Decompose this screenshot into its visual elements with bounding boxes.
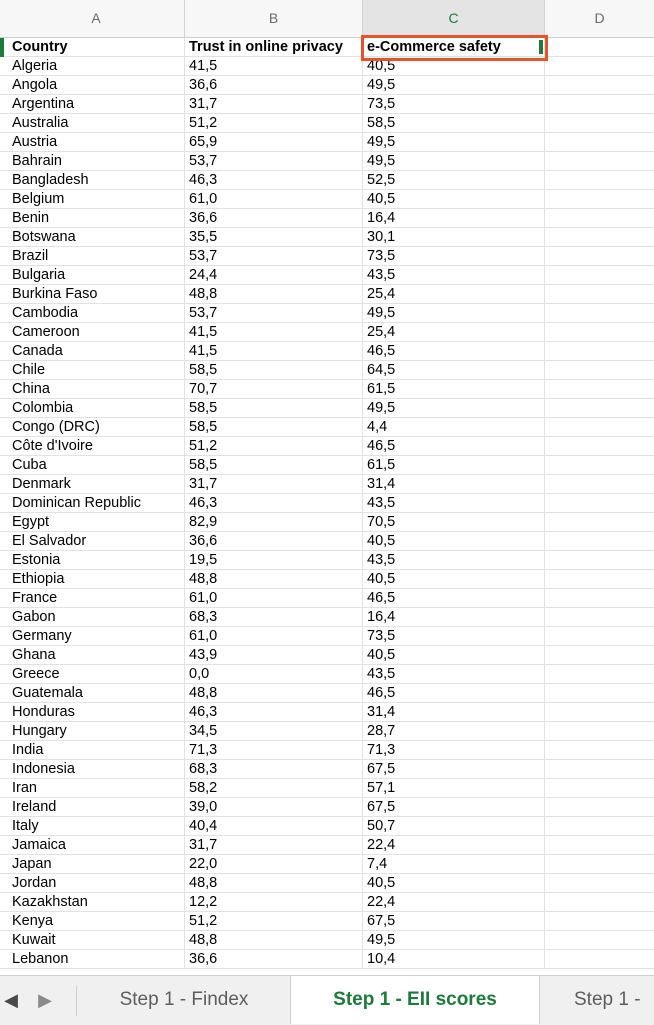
cell-empty[interactable]	[545, 646, 654, 664]
table-row	[0, 494, 654, 513]
cell-empty[interactable]	[545, 532, 654, 550]
cell-country[interactable]: Argentina	[8, 95, 185, 113]
table-row	[0, 456, 654, 475]
cell-ecommerce[interactable]: 49,5	[363, 304, 545, 322]
cell-country[interactable]: Jamaica	[8, 836, 185, 854]
cell-ecommerce[interactable]: 70,5	[363, 513, 545, 531]
cell-trust[interactable]: 36,6	[185, 209, 363, 227]
cell-trust[interactable]: 39,0	[185, 798, 363, 816]
cell-empty[interactable]	[545, 627, 654, 645]
cell-ecommerce[interactable]: 73,5	[363, 627, 545, 645]
cell-country[interactable]: Burkina Faso	[8, 285, 185, 303]
cell-ecommerce[interactable]: 67,5	[363, 912, 545, 930]
cell-country[interactable]: Angola	[8, 76, 185, 94]
header-cell-empty[interactable]	[545, 38, 654, 56]
cell-ecommerce[interactable]: 25,4	[363, 285, 545, 303]
cell-country[interactable]: Canada	[8, 342, 185, 360]
table-row	[0, 570, 654, 589]
cell-trust[interactable]: 46,3	[185, 171, 363, 189]
cell-ecommerce[interactable]: 22,4	[363, 836, 545, 854]
table-row	[0, 171, 654, 190]
cell-empty[interactable]	[545, 380, 654, 398]
table-row	[0, 950, 654, 969]
cell-trust[interactable]: 61,0	[185, 627, 363, 645]
table-row	[0, 114, 654, 133]
cell-country[interactable]: Guatemala	[8, 684, 185, 702]
cell-ecommerce[interactable]: 43,5	[363, 665, 545, 683]
cell-country[interactable]: Iran	[8, 779, 185, 797]
cell-trust[interactable]: 46,3	[185, 494, 363, 512]
table-row	[0, 57, 654, 76]
cell-ecommerce[interactable]: 46,5	[363, 342, 545, 360]
cell-trust[interactable]: 12,2	[185, 893, 363, 911]
cell-country[interactable]: Jordan	[8, 874, 185, 892]
cell-ecommerce[interactable]: 31,4	[363, 703, 545, 721]
cell-trust[interactable]: 36,6	[185, 950, 363, 968]
cell-ecommerce[interactable]: 67,5	[363, 760, 545, 778]
table-row	[0, 912, 654, 931]
cell-trust[interactable]: 68,3	[185, 760, 363, 778]
cell-trust[interactable]: 51,2	[185, 437, 363, 455]
cell-ecommerce[interactable]: 49,5	[363, 76, 545, 94]
cell-country[interactable]: Ethiopia	[8, 570, 185, 588]
cell-ecommerce[interactable]: 49,5	[363, 931, 545, 949]
triangle-right-icon[interactable]: ▶	[38, 990, 52, 1010]
cell-empty[interactable]	[545, 513, 654, 531]
cell-empty[interactable]	[545, 684, 654, 702]
table-row	[0, 627, 654, 646]
cell-country[interactable]: Austria	[8, 133, 185, 151]
cell-empty[interactable]	[545, 76, 654, 94]
table-row	[0, 418, 654, 437]
spreadsheet-grid	[0, 38, 654, 969]
cell-country[interactable]: Honduras	[8, 703, 185, 721]
cell-country[interactable]: Ghana	[8, 646, 185, 664]
cell-trust[interactable]: 58,5	[185, 361, 363, 379]
cell-country[interactable]: Estonia	[8, 551, 185, 569]
table-row	[0, 475, 654, 494]
table-row	[0, 399, 654, 418]
cell-country[interactable]: Hungary	[8, 722, 185, 740]
cell-country[interactable]: Gabon	[8, 608, 185, 626]
table-row	[0, 855, 654, 874]
header-cell-trust[interactable]: Trust in online privacy	[185, 38, 363, 56]
triangle-left-icon[interactable]: ◀	[4, 990, 18, 1010]
table-row	[0, 779, 654, 798]
cell-empty[interactable]	[545, 798, 654, 816]
cell-ecommerce[interactable]: 49,5	[363, 152, 545, 170]
cell-empty[interactable]	[545, 855, 654, 873]
cell-country[interactable]: Italy	[8, 817, 185, 835]
cell-trust[interactable]: 82,9	[185, 513, 363, 531]
cell-country[interactable]: Colombia	[8, 399, 185, 417]
cell-trust[interactable]: 58,2	[185, 779, 363, 797]
cell-country[interactable]: Botswana	[8, 228, 185, 246]
cell-ecommerce[interactable]: 28,7	[363, 722, 545, 740]
table-row	[0, 684, 654, 703]
cell-trust[interactable]: 58,5	[185, 418, 363, 436]
cell-country[interactable]: Egypt	[8, 513, 185, 531]
cell-empty[interactable]	[545, 760, 654, 778]
cell-empty[interactable]	[545, 874, 654, 892]
table-row	[0, 665, 654, 684]
table-row	[0, 190, 654, 209]
cell-trust[interactable]: 41,5	[185, 342, 363, 360]
cell-trust[interactable]: 31,7	[185, 95, 363, 113]
cell-empty[interactable]	[545, 399, 654, 417]
cell-country[interactable]: Dominican Republic	[8, 494, 185, 512]
cell-empty[interactable]	[545, 57, 654, 75]
cell-ecommerce[interactable]: 61,5	[363, 456, 545, 474]
table-row	[0, 266, 654, 285]
cell-empty[interactable]	[545, 361, 654, 379]
cell-trust[interactable]: 34,5	[185, 722, 363, 740]
column-header-d[interactable]: D	[594, 10, 605, 26]
cell-empty[interactable]	[545, 456, 654, 474]
table-row	[0, 513, 654, 532]
cell-empty[interactable]	[545, 570, 654, 588]
cell-country[interactable]: Cambodia	[8, 304, 185, 322]
table-row	[0, 247, 654, 266]
cell-ecommerce[interactable]: 57,1	[363, 779, 545, 797]
cell-empty[interactable]	[545, 589, 654, 607]
cell-empty[interactable]	[545, 437, 654, 455]
cell-ecommerce[interactable]: 46,5	[363, 589, 545, 607]
table-row	[0, 361, 654, 380]
cell-trust[interactable]: 70,7	[185, 380, 363, 398]
cell-country[interactable]: Bangladesh	[8, 171, 185, 189]
cell-empty[interactable]	[545, 817, 654, 835]
cell-country[interactable]: El Salvador	[8, 532, 185, 550]
cell-trust[interactable]: 19,5	[185, 551, 363, 569]
header-cell-country[interactable]: Country	[8, 38, 185, 56]
column-header-b[interactable]: B	[185, 0, 363, 37]
cell-ecommerce[interactable]: 40,5	[363, 190, 545, 208]
cell-trust[interactable]: 36,6	[185, 532, 363, 550]
cell-country[interactable]: Lebanon	[8, 950, 185, 968]
cell-country[interactable]: Belgium	[8, 190, 185, 208]
cell-ecommerce[interactable]: 49,5	[363, 133, 545, 151]
cell-ecommerce[interactable]: 46,5	[363, 684, 545, 702]
cell-ecommerce[interactable]: 52,5	[363, 171, 545, 189]
cell-trust[interactable]: 71,3	[185, 741, 363, 759]
cell-empty[interactable]	[545, 95, 654, 113]
cell-empty[interactable]	[545, 171, 654, 189]
table-row	[0, 551, 654, 570]
cell-empty[interactable]	[545, 304, 654, 322]
cell-trust[interactable]: 36,6	[185, 76, 363, 94]
cell-trust[interactable]: 0,0	[185, 665, 363, 683]
cell-empty[interactable]	[545, 893, 654, 911]
table-row	[0, 798, 654, 817]
cell-empty[interactable]	[545, 190, 654, 208]
table-row	[0, 760, 654, 779]
cell-ecommerce[interactable]: 16,4	[363, 608, 545, 626]
cell-country[interactable]: Ireland	[8, 798, 185, 816]
cell-country[interactable]: Congo (DRC)	[8, 418, 185, 436]
cell-trust[interactable]: 41,5	[185, 57, 363, 75]
cell-ecommerce[interactable]: 4,4	[363, 418, 545, 436]
cell-trust[interactable]: 46,3	[185, 703, 363, 721]
cell-country[interactable]: Greece	[8, 665, 185, 683]
cell-ecommerce[interactable]: 43,5	[363, 266, 545, 284]
cell-ecommerce[interactable]: 71,3	[363, 741, 545, 759]
cell-empty[interactable]	[545, 912, 654, 930]
cell-ecommerce[interactable]: 46,5	[363, 437, 545, 455]
active-row-marker	[0, 38, 4, 57]
cell-ecommerce[interactable]: 10,4	[363, 950, 545, 968]
table-row	[0, 323, 654, 342]
cell-country[interactable]: Bulgaria	[8, 266, 185, 284]
table-row	[0, 133, 654, 152]
cell-empty[interactable]	[545, 703, 654, 721]
cell-empty[interactable]	[545, 418, 654, 436]
header-row	[0, 38, 654, 57]
cell-ecommerce[interactable]: 40,5	[363, 874, 545, 892]
cell-empty[interactable]	[545, 152, 654, 170]
cell-country[interactable]: India	[8, 741, 185, 759]
table-row	[0, 608, 654, 627]
cell-trust[interactable]: 51,2	[185, 114, 363, 132]
cell-ecommerce[interactable]: 7,4	[363, 855, 545, 873]
cell-country[interactable]: China	[8, 380, 185, 398]
table-row	[0, 817, 654, 836]
cell-ecommerce[interactable]: 73,5	[363, 247, 545, 265]
cell-ecommerce[interactable]: 58,5	[363, 114, 545, 132]
table-row	[0, 152, 654, 171]
cell-trust[interactable]: 53,7	[185, 152, 363, 170]
cell-empty[interactable]	[545, 323, 654, 341]
cell-ecommerce[interactable]: 31,4	[363, 475, 545, 493]
cell-ecommerce[interactable]: 50,7	[363, 817, 545, 835]
cell-empty[interactable]	[545, 228, 654, 246]
table-row	[0, 646, 654, 665]
cell-country[interactable]: Benin	[8, 209, 185, 227]
cell-country[interactable]: Indonesia	[8, 760, 185, 778]
cell-country[interactable]: Kazakhstan	[8, 893, 185, 911]
tab-step1-findex[interactable]: Step 1 - Findex	[119, 989, 249, 1010]
cell-trust[interactable]: 53,7	[185, 304, 363, 322]
table-row	[0, 285, 654, 304]
table-row	[0, 76, 654, 95]
table-row	[0, 589, 654, 608]
table-row	[0, 893, 654, 912]
cell-empty[interactable]	[545, 114, 654, 132]
table-row	[0, 209, 654, 228]
cell-ecommerce[interactable]: 40,5	[363, 57, 545, 75]
cell-country[interactable]: Australia	[8, 114, 185, 132]
cell-ecommerce[interactable]: 25,4	[363, 323, 545, 341]
tab-step1-next[interactable]: Step 1 -	[574, 989, 641, 1010]
cell-ecommerce[interactable]: 40,5	[363, 570, 545, 588]
cell-empty[interactable]	[545, 741, 654, 759]
table-row	[0, 532, 654, 551]
cell-empty[interactable]	[545, 247, 654, 265]
cell-country[interactable]: Cameroon	[8, 323, 185, 341]
cell-ecommerce[interactable]: 40,5	[363, 532, 545, 550]
fill-handle[interactable]	[539, 40, 543, 54]
cell-empty[interactable]	[545, 722, 654, 740]
tab-divider	[76, 986, 77, 1016]
cell-trust[interactable]: 48,8	[185, 570, 363, 588]
table-row	[0, 741, 654, 760]
tab-step1-eii-scores[interactable]: Step 1 - EII scores	[290, 976, 540, 1024]
cell-country[interactable]: Kuwait	[8, 931, 185, 949]
cell-empty[interactable]	[545, 779, 654, 797]
cell-country[interactable]: Algeria	[8, 57, 185, 75]
table-row	[0, 380, 654, 399]
cell-empty[interactable]	[545, 551, 654, 569]
cell-trust[interactable]: 22,0	[185, 855, 363, 873]
cell-ecommerce[interactable]: 40,5	[363, 646, 545, 664]
cell-country[interactable]: Bahrain	[8, 152, 185, 170]
cell-empty[interactable]	[545, 665, 654, 683]
cell-trust[interactable]: 40,4	[185, 817, 363, 835]
column-header-c[interactable]: C	[363, 0, 545, 37]
cell-trust[interactable]: 68,3	[185, 608, 363, 626]
cell-trust[interactable]: 58,5	[185, 399, 363, 417]
cell-empty[interactable]	[545, 494, 654, 512]
header-cell-ecommerce[interactable]: e-Commerce safety	[363, 38, 545, 56]
cell-trust[interactable]: 48,8	[185, 931, 363, 949]
cell-country[interactable]: Germany	[8, 627, 185, 645]
sheet-tab-bar	[0, 975, 654, 1025]
cell-empty[interactable]	[545, 931, 654, 949]
cell-empty[interactable]	[545, 950, 654, 968]
cell-ecommerce[interactable]: 43,5	[363, 494, 545, 512]
cell-empty[interactable]	[545, 133, 654, 151]
table-row	[0, 437, 654, 456]
cell-country[interactable]: Brazil	[8, 247, 185, 265]
cell-empty[interactable]	[545, 266, 654, 284]
cell-empty[interactable]	[545, 285, 654, 303]
cell-country[interactable]: Cuba	[8, 456, 185, 474]
table-row	[0, 228, 654, 247]
column-header-a[interactable]: A	[8, 0, 185, 37]
cell-country[interactable]: Côte d'Ivoire	[8, 437, 185, 455]
cell-trust[interactable]: 43,9	[185, 646, 363, 664]
table-row	[0, 722, 654, 741]
cell-trust[interactable]: 58,5	[185, 456, 363, 474]
cell-empty[interactable]	[545, 475, 654, 493]
cell-country[interactable]: France	[8, 589, 185, 607]
cell-country[interactable]: Kenya	[8, 912, 185, 930]
cell-trust[interactable]: 48,8	[185, 285, 363, 303]
cell-ecommerce[interactable]: 64,5	[363, 361, 545, 379]
cell-trust[interactable]: 65,9	[185, 133, 363, 151]
cell-trust[interactable]: 41,5	[185, 323, 363, 341]
cell-ecommerce[interactable]: 49,5	[363, 399, 545, 417]
table-row	[0, 304, 654, 323]
cell-trust[interactable]: 48,8	[185, 874, 363, 892]
cell-ecommerce[interactable]: 22,4	[363, 893, 545, 911]
column-header-bar	[0, 0, 654, 38]
cell-ecommerce[interactable]: 43,5	[363, 551, 545, 569]
cell-trust[interactable]: 48,8	[185, 684, 363, 702]
cell-ecommerce[interactable]: 30,1	[363, 228, 545, 246]
cell-trust[interactable]: 51,2	[185, 912, 363, 930]
cell-country[interactable]: Japan	[8, 855, 185, 873]
table-row	[0, 931, 654, 950]
table-row	[0, 703, 654, 722]
cell-trust[interactable]: 35,5	[185, 228, 363, 246]
cell-ecommerce[interactable]: 61,5	[363, 380, 545, 398]
cell-country[interactable]: Chile	[8, 361, 185, 379]
cell-empty[interactable]	[545, 209, 654, 227]
cell-ecommerce[interactable]: 73,5	[363, 95, 545, 113]
cell-trust[interactable]: 61,0	[185, 190, 363, 208]
cell-empty[interactable]	[545, 342, 654, 360]
cell-trust[interactable]: 31,7	[185, 475, 363, 493]
cell-empty[interactable]	[545, 836, 654, 854]
cell-ecommerce[interactable]: 67,5	[363, 798, 545, 816]
cell-trust[interactable]: 53,7	[185, 247, 363, 265]
cell-trust[interactable]: 24,4	[185, 266, 363, 284]
cell-country[interactable]: Denmark	[8, 475, 185, 493]
cell-trust[interactable]: 31,7	[185, 836, 363, 854]
table-row	[0, 874, 654, 893]
table-row	[0, 95, 654, 114]
table-row	[0, 836, 654, 855]
cell-empty[interactable]	[545, 608, 654, 626]
cell-trust[interactable]: 61,0	[185, 589, 363, 607]
table-row	[0, 342, 654, 361]
cell-ecommerce[interactable]: 16,4	[363, 209, 545, 227]
